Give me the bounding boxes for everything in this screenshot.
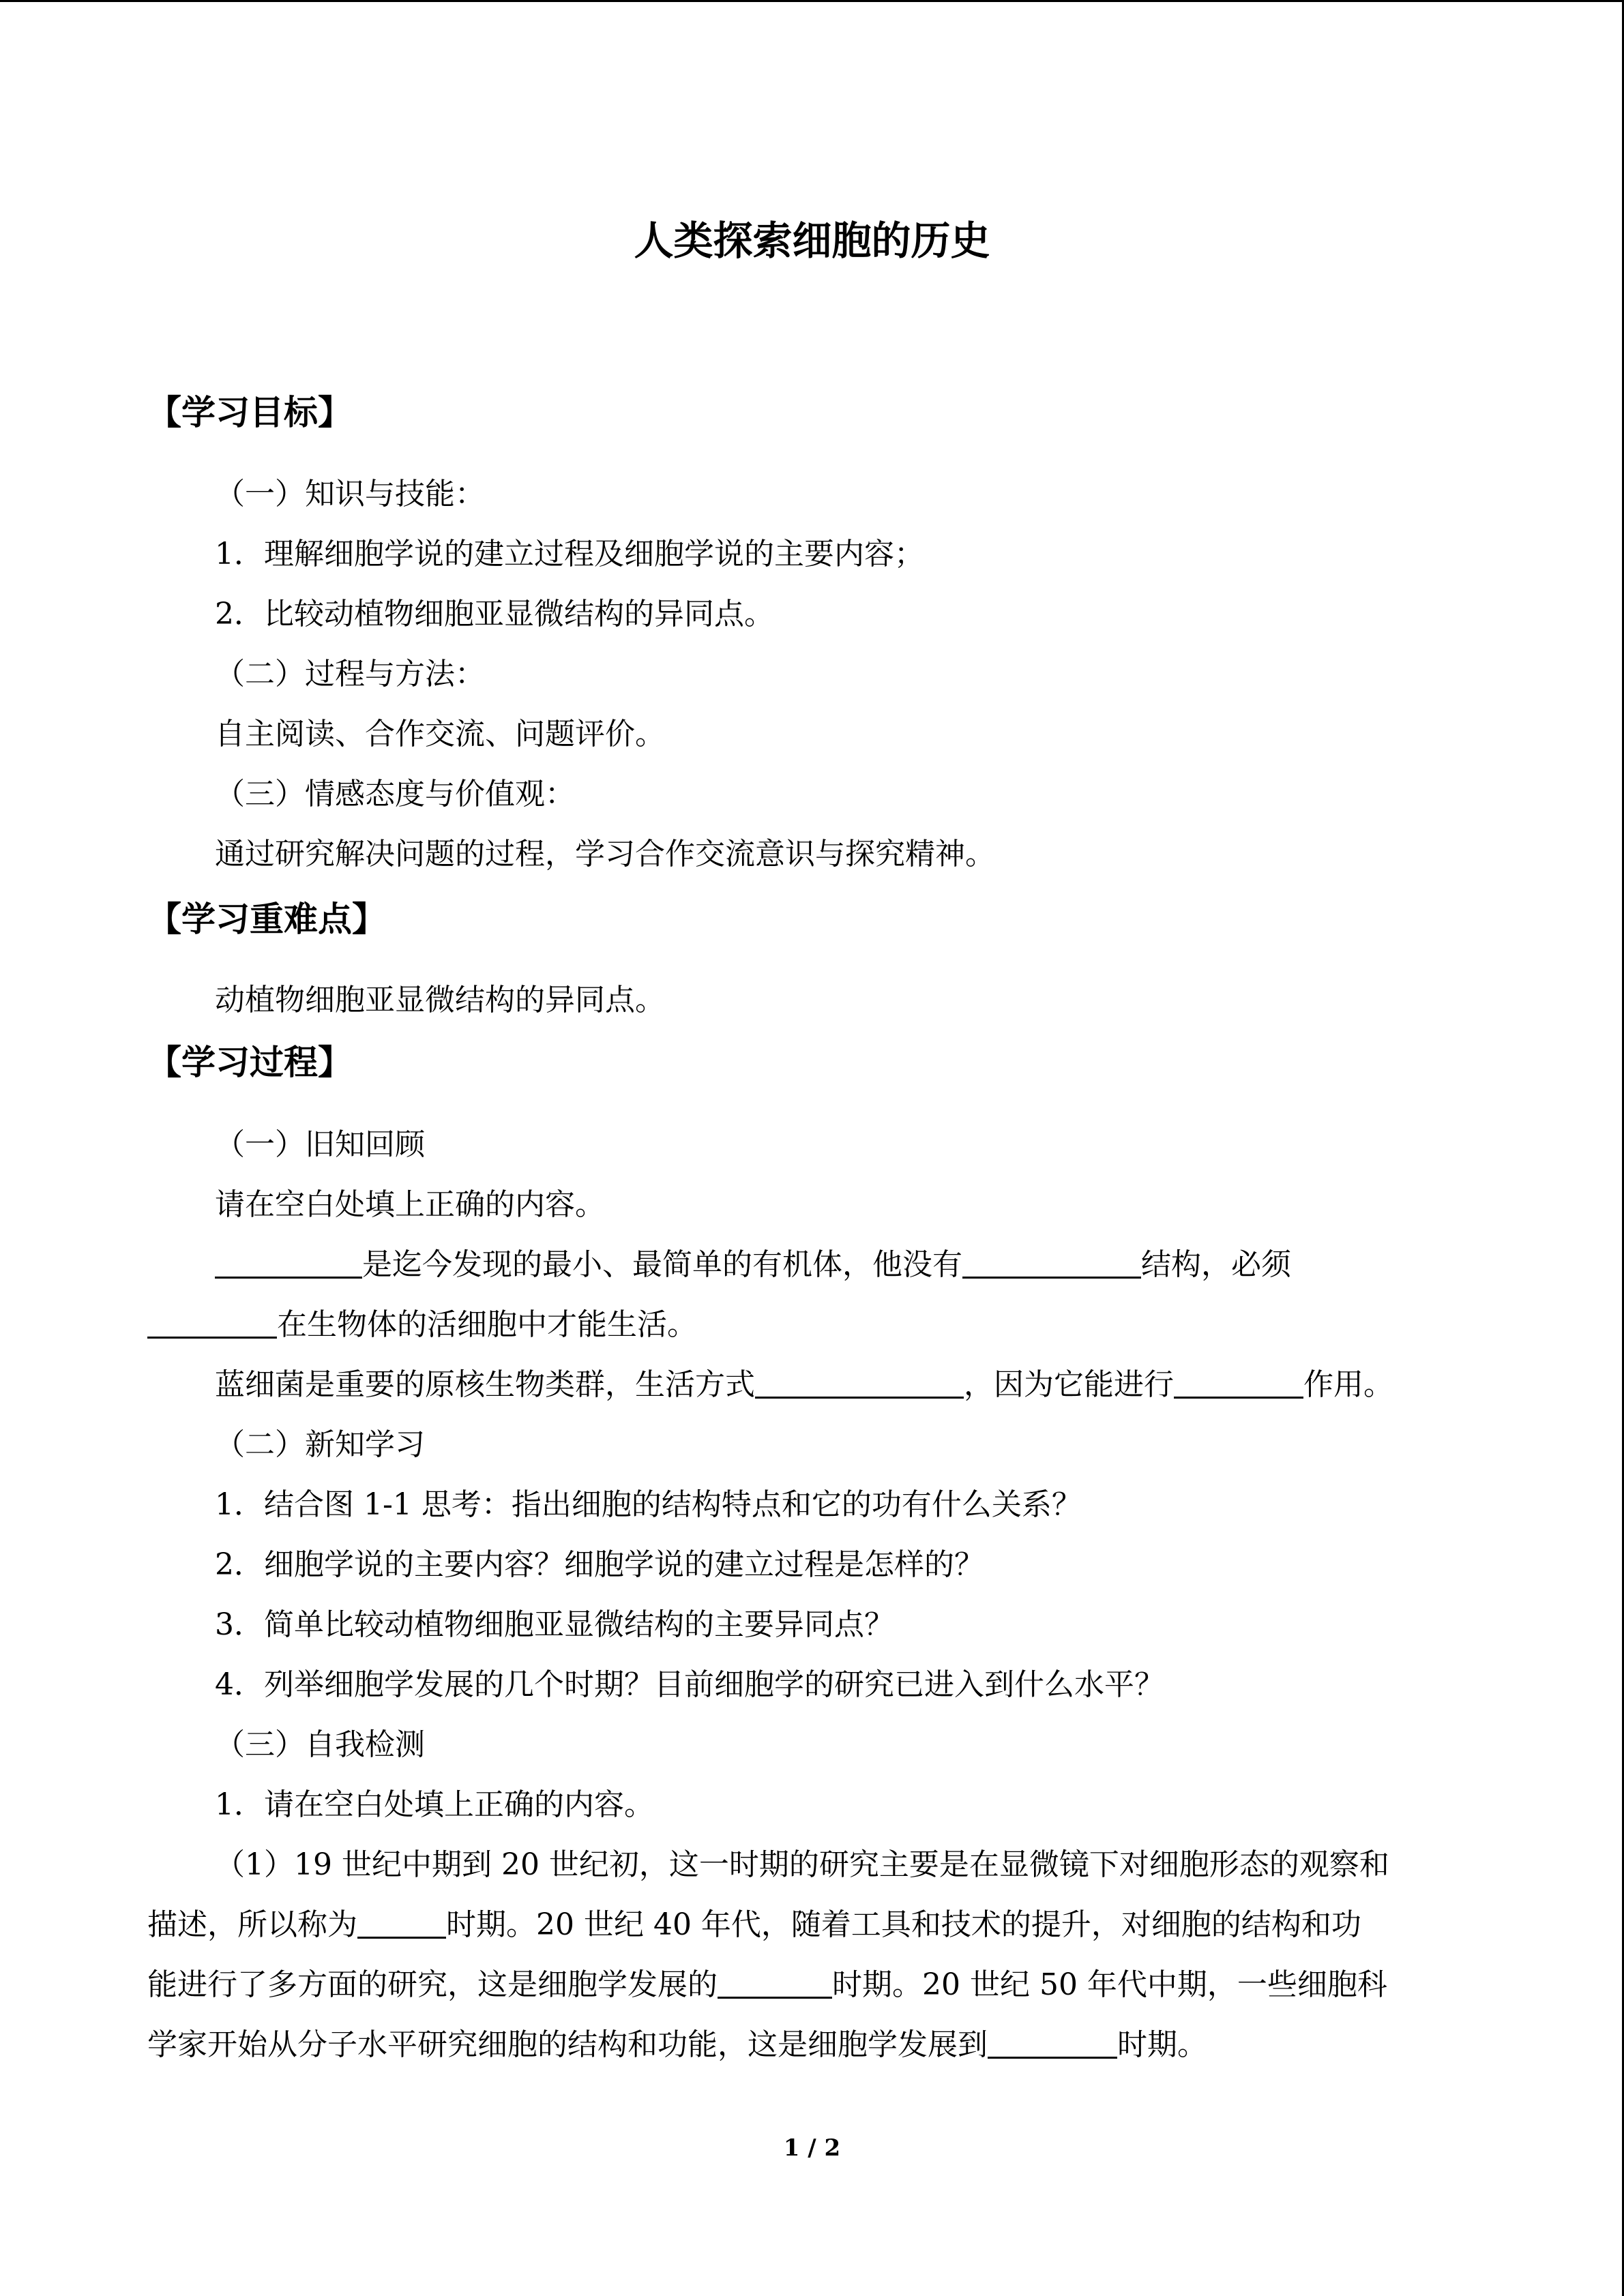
blank-virus-name[interactable] bbox=[215, 1245, 362, 1279]
selftest-text-3a: 能进行了多方面的研究，这是细胞学发展的 bbox=[147, 1967, 718, 2002]
virus-text-a: 是迄今发现的最小、最简单的有机体，他没有 bbox=[362, 1247, 962, 1282]
new-question-1: 1．结合图 1-1 思考：指出细胞的结构特点和它的功有什么关系？ bbox=[215, 1487, 1082, 1522]
selftest-text-3b: 时期。20 世纪 50 年代中期，一些细胞科 bbox=[832, 1967, 1387, 2002]
selftest-item-1: 1．请在空白处填上正确的内容。 bbox=[215, 1787, 654, 1822]
new-question-4: 4．列举细胞学发展的几个时期？目前细胞学的研究已进入到什么水平？ bbox=[215, 1667, 1164, 1702]
process-sub-review: （一）旧知回顾 bbox=[215, 1127, 425, 1162]
heading-objectives: 【学习目标】 bbox=[147, 393, 352, 432]
objectives-sub-knowledge: （一）知识与技能： bbox=[215, 477, 485, 511]
objectives-method-text: 自主阅读、合作交流、问题评价。 bbox=[215, 717, 665, 751]
cyano-line bbox=[215, 1361, 1393, 1409]
page-title: 人类探索细胞的历史 bbox=[634, 218, 990, 264]
blank-virus-structure[interactable] bbox=[962, 1245, 1141, 1279]
objectives-sub-method: （二）过程与方法： bbox=[215, 657, 485, 691]
heading-keypoints: 【学习重难点】 bbox=[147, 899, 386, 939]
selftest-para-line-4 bbox=[147, 2021, 1207, 2069]
keypoints-text: 动植物细胞亚显微结构的异同点。 bbox=[215, 983, 665, 1017]
objectives-attitude-text: 通过研究解决问题的过程，学习合作交流意识与探究精神。 bbox=[215, 837, 995, 871]
selftest-text-4b: 时期。 bbox=[1117, 2027, 1207, 2062]
blank-virus-parasitic[interactable] bbox=[147, 1305, 277, 1339]
blank-cyano-lifestyle[interactable] bbox=[755, 1365, 964, 1399]
top-border-line bbox=[0, 0, 1624, 2]
selftest-text-2b: 时期。20 世纪 40 年代，随着工具和技术的提升，对细胞的结构和功 bbox=[446, 1907, 1361, 1942]
blank-period-3[interactable] bbox=[988, 2025, 1117, 2059]
new-question-2: 2．细胞学说的主要内容？细胞学说的建立过程是怎样的？ bbox=[215, 1547, 984, 1582]
page-number: 1 / 2 bbox=[783, 2134, 841, 2162]
cyano-text-a: 蓝细菌是重要的原核生物类群，生活方式 bbox=[215, 1367, 755, 1402]
process-instruction: 请在空白处填上正确的内容。 bbox=[215, 1187, 605, 1222]
selftest-text-2a: 描述，所以称为 bbox=[147, 1907, 357, 1942]
process-sub-new: （二）新知学习 bbox=[215, 1427, 425, 1462]
blank-period-2[interactable] bbox=[718, 1965, 832, 1999]
cyano-text-c: 作用。 bbox=[1303, 1367, 1393, 1402]
virus-text-b: 结构，必须 bbox=[1141, 1247, 1291, 1282]
selftest-para-line-1: （1）19 世纪中期到 20 世纪初，这一时期的研究主要是在显微镜下对细胞形态的观察和 bbox=[215, 1847, 1389, 1882]
cyano-text-b: ，因为它能进行 bbox=[964, 1367, 1174, 1402]
objectives-item-1: 1．理解细胞学说的建立过程及细胞学说的主要内容； bbox=[215, 537, 924, 571]
new-question-3: 3．简单比较动植物细胞亚显微结构的主要异同点？ bbox=[215, 1607, 894, 1642]
selftest-para-line-3 bbox=[147, 1961, 1387, 2009]
blank-period-1[interactable] bbox=[357, 1905, 446, 1939]
blank-cyano-process[interactable] bbox=[1174, 1365, 1303, 1399]
objectives-sub-attitude: （三）情感态度与价值观： bbox=[215, 777, 575, 811]
process-sub-selftest: （三）自我检测 bbox=[215, 1727, 425, 1762]
heading-process: 【学习过程】 bbox=[147, 1043, 352, 1082]
virus-text-c: 在生物体的活细胞中才能生活。 bbox=[277, 1307, 697, 1342]
virus-line-1 bbox=[215, 1241, 1291, 1289]
selftest-text-4a: 学家开始从分子水平研究细胞的结构和功能，这是细胞学发展到 bbox=[147, 2027, 988, 2062]
objectives-item-2: 2．比较动植物细胞亚显微结构的异同点。 bbox=[215, 597, 774, 631]
virus-line-2 bbox=[147, 1301, 697, 1349]
selftest-para-line-2 bbox=[147, 1901, 1361, 1949]
